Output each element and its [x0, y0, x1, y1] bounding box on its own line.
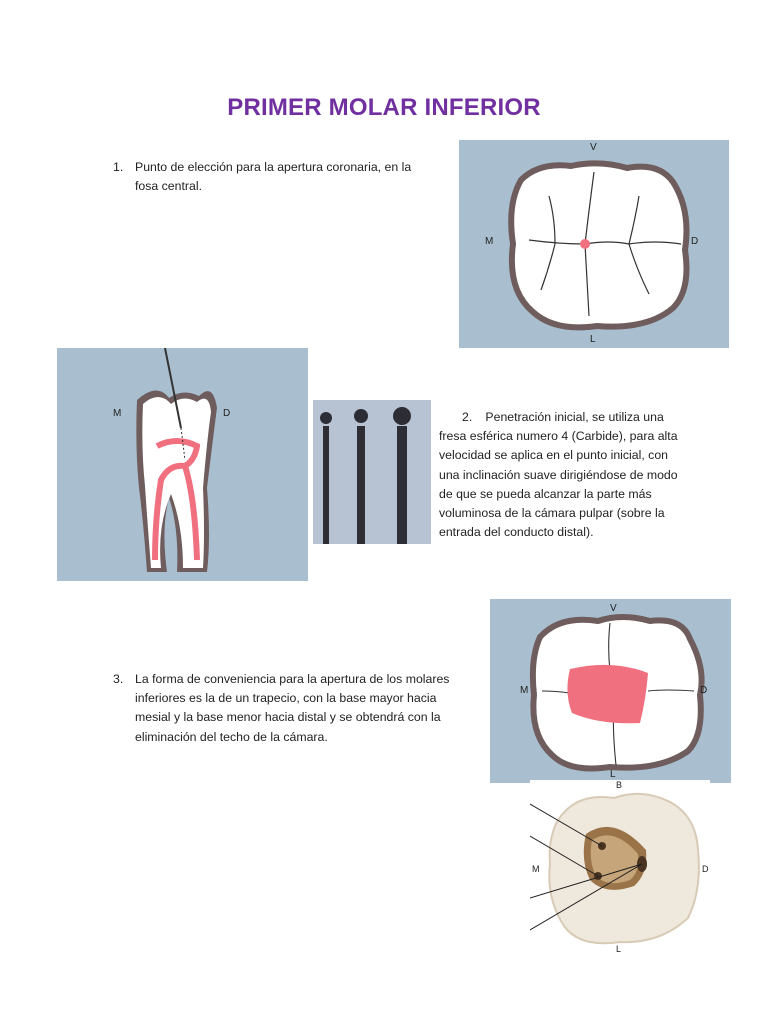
access-cavity-figure	[530, 780, 710, 956]
tooth-section-drawing	[57, 348, 308, 581]
figure-label-d: D	[700, 685, 708, 696]
bur-drawing	[313, 400, 431, 544]
figure-label-d: D	[702, 864, 709, 874]
figure-label-m: M	[485, 236, 494, 247]
figure-label-m: M	[113, 408, 122, 419]
round-bur-photo	[313, 400, 431, 544]
figure-label-d: D	[691, 236, 699, 247]
item-number: 1.	[113, 160, 124, 174]
item-text: La forma de conveniencia para la apertura de los molares inferiores es la de un trapecio, con la base mayor hacia mesial y la base menor hacia distal y se obtendrá con la eliminación del techo de la cámara.	[135, 672, 450, 744]
figure-label-v: V	[590, 142, 597, 153]
figure-label-l: L	[590, 334, 596, 345]
list-item-1	[113, 158, 433, 200]
figure-label-m: M	[532, 864, 540, 874]
tooth-section-figure	[57, 348, 308, 581]
initial-point-marker	[580, 239, 590, 249]
figure-label-m: M	[520, 685, 529, 696]
figure-label-l: L	[616, 944, 622, 954]
figure-label-v: V	[610, 603, 617, 614]
figure-label-l: L	[610, 769, 616, 780]
item-number: 2.	[462, 410, 473, 424]
figure-label-b: B	[616, 780, 623, 790]
occlusal-molar-drawing	[459, 140, 729, 348]
item-text: Penetración inicial, se utiliza una fresa esférica numero 4 (Carbide), para alta velocidad se aplica en el punto inicial, con una inclinación suave dirigiéndose de modo de que se pueda alcanzar la parte más voluminosa de la cámara pulpar (sobre la entrada del conducto distal).	[439, 410, 678, 540]
list-item-2	[439, 408, 681, 542]
item-number: 3.	[113, 672, 124, 686]
occlusal-view-figure	[459, 140, 729, 348]
page-title: PRIMER MOLAR INFERIOR	[227, 94, 541, 121]
trapezoid-access-figure	[490, 599, 731, 783]
figure-label-d: D	[223, 408, 231, 419]
access-cavity-drawing	[530, 780, 710, 956]
item-text: Punto de elección para la apertura coronaria, en la fosa central.	[135, 160, 412, 194]
